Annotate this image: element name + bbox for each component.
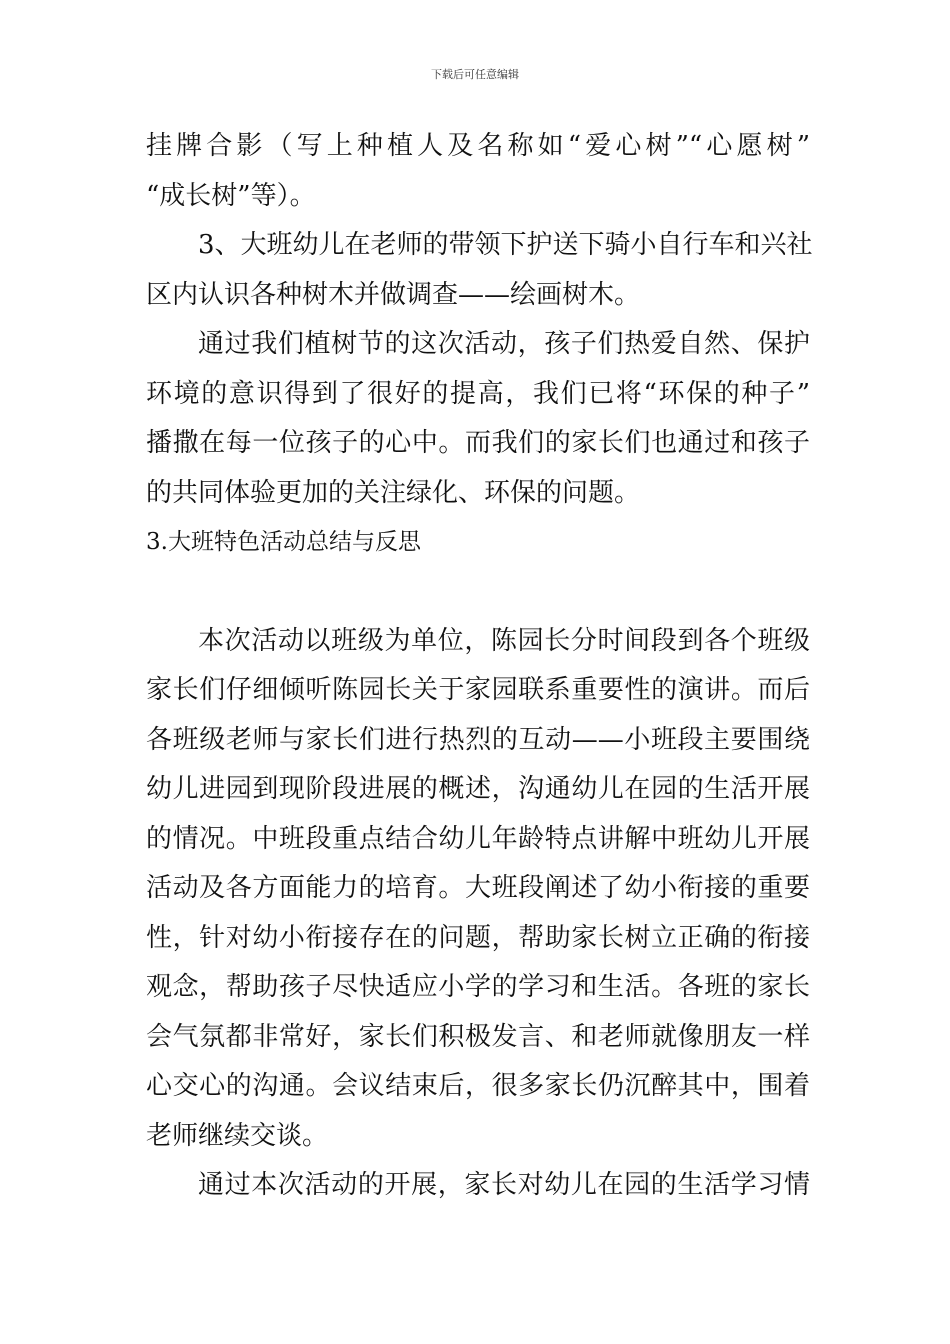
paragraph-senior-class-survey: [146, 221, 813, 320]
text-line: 3、大班幼儿在老师的带领下护送下骑小自行车和兴社: [198, 230, 813, 260]
page-body: [146, 122, 813, 1211]
text-line: 通过本次活动的开展，家长对幼儿在园的生活学习情: [198, 1170, 810, 1200]
text-line: 播撒在每一位孩子的心中。而我们的家长们也通过和孩子: [146, 428, 810, 458]
text-line: 老师继续交谈。: [146, 1120, 329, 1151]
section-heading: 3.大班特色活动总结与反思: [146, 529, 421, 555]
text-line: 的情况。中班段重点结合幼儿年龄特点讲解中班幼儿开展: [146, 823, 810, 854]
text-line: 本次活动以班级为单位，陈园长分时间段到各个班级: [198, 625, 810, 656]
paragraph-tree-planting-summary: [146, 320, 810, 518]
text-line: 的共同体验更加的关注绿化、环保的问题。: [146, 477, 641, 508]
text-line: 心交心的沟通。会议结束后，很多家长仍沉醉其中，围着: [146, 1071, 810, 1101]
text-line: 幼儿进园到现阶段进展的概述，沟通幼儿在园的生活开展: [146, 774, 810, 804]
text-line: 活动及各方面能力的培育。大班段阐述了幼小衔接的重要: [146, 873, 810, 903]
paragraph-parent-meeting: [146, 617, 810, 1162]
text-line: 环境的意识得到了很好的提高，我们已将“环保的种子”: [146, 378, 810, 409]
paragraph-activity-outcome: [146, 1161, 810, 1211]
text-line: “成长树”等）。: [146, 180, 316, 211]
text-line: 区内认识各种树木并做调查——绘画树木。: [146, 279, 641, 310]
text-line: 家长们仔细倾听陈园长关于家园联系重要性的演讲。而后: [146, 675, 810, 705]
text-line: 性，针对幼小衔接存在的问题，帮助家长树立正确的衔接: [146, 922, 810, 953]
header-note: 下载后可任意编辑: [431, 68, 519, 81]
text-line: 会气氛都非常好，家长们积极发言、和老师就像朋友一样: [146, 1021, 810, 1052]
text-line: 通过我们植树节的这次活动，孩子们热爱自然、保护: [198, 329, 810, 359]
text-line: 观念，帮助孩子尽快适应小学的学习和生活。各班的家长: [146, 972, 810, 1002]
paragraph-tree-naming: [146, 122, 810, 221]
text-line: 各班级老师与家长们进行热烈的互动——小班段主要围绕: [146, 724, 810, 755]
text-line: 挂牌合影（写上种植人及名称如“爱心树”“心愿树”: [146, 131, 810, 161]
